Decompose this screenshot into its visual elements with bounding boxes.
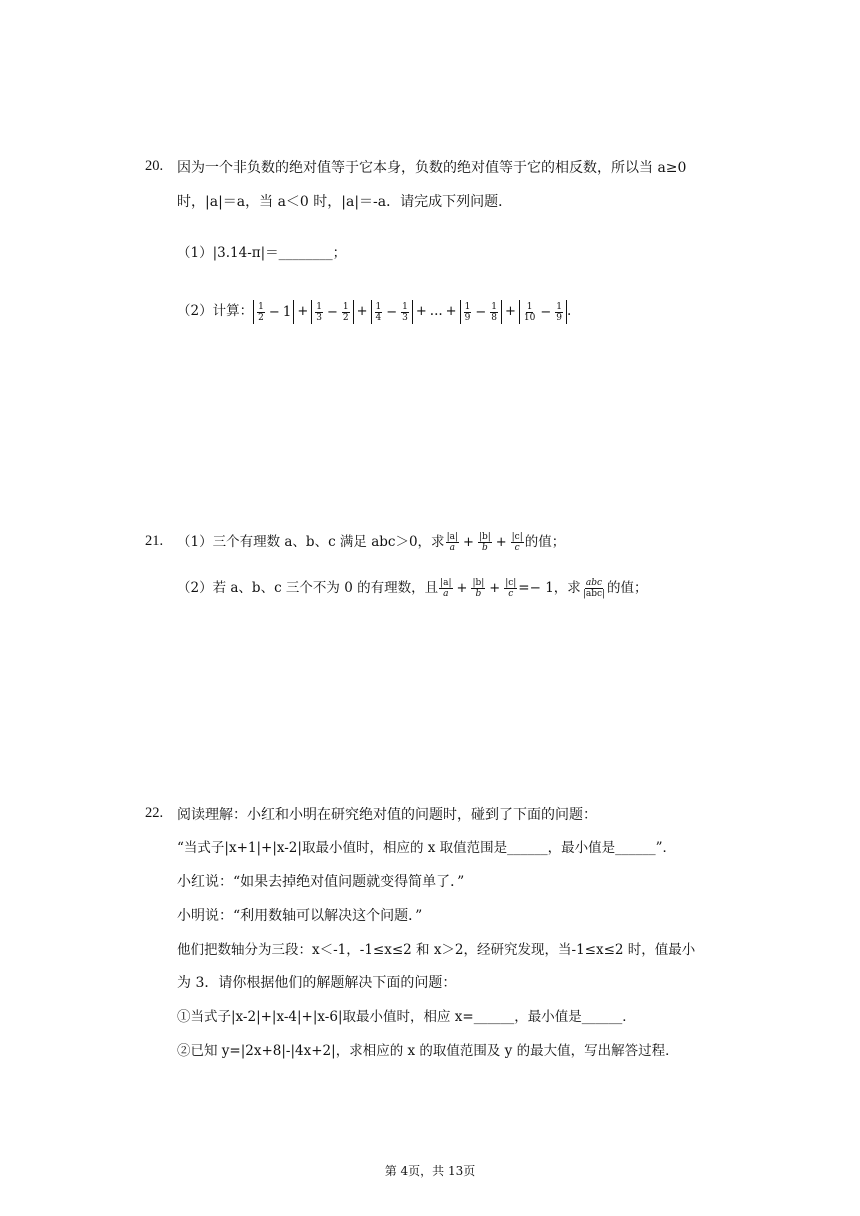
fraction: $\frac{1}{2}$ [258, 301, 264, 323]
fraction: $\frac{1}{3}$ [316, 301, 322, 323]
abs-term-4: $\frac{1}{9}$ − $\frac{1}{8}$ [460, 300, 502, 324]
abs-term-2: $\frac{1}{3}$ − $\frac{1}{2}$ [311, 300, 353, 324]
page-footer: 第 4页，共 13页 [384, 1164, 476, 1178]
fraction: $\frac{1}{9}$ [464, 301, 471, 323]
q22-line-6: 为 3．请你根据他们的解题解决下面的问题： [177, 975, 457, 991]
q22-line-1: 阅读理解：小红和小明在研究绝对值的问题时，碰到了下面的问题： [177, 807, 597, 823]
fraction-abc: $\frac{\text{abc}}{\text{|abc|}}$ [582, 578, 606, 599]
fraction-abs-c: $\frac{|c|}{c}$ [505, 578, 517, 599]
fraction-abs-a: $\frac{|a|}{a}$ [446, 532, 458, 553]
fraction: $\frac{1}{2}$ [342, 301, 349, 323]
fraction-abs-b: $\frac{|b|}{b}$ [472, 578, 485, 599]
q20-line1: 因为一个非负数的绝对值等于它本身，负数的绝对值等于它的相反数，所以当 a≥0 [177, 160, 687, 176]
q20-part2-prefix: （2）计算： [177, 303, 254, 319]
abs-term-3: $\frac{1}{4}$ − $\frac{1}{3}$ [371, 300, 413, 324]
fraction: $\frac{1}{3}$ [402, 301, 408, 323]
q21-part1: （1）三个有理数 a、b、c 满足 abc＞0，求 $\frac{|a|}{a}$ + $\frac{|b|}{b}$ + $\frac{|c|}{c}$ 的值； [177, 532, 566, 553]
q22-line-5: 他们把数轴分为三段：x＜-1，-1≤x≤2 和 x＞2，经研究发现，当-1≤x≤2 时，值最小 [177, 942, 696, 958]
q20-part1: （1）|3.14-π|＝________； [177, 245, 347, 261]
q22-line-8: ②已知 y=|2x+8|-|4x+2|，求相应的 x 的取值范围及 y 的最大值，写出解答过程． [177, 1043, 679, 1059]
q20-part2-end: . [566, 303, 572, 319]
q20-number: 20. [145, 158, 164, 174]
ellipsis: ... [429, 303, 443, 319]
abs-term-1: $\frac{1}{2}$ − 1 [253, 300, 294, 324]
q22-line-4: 小明说：“利用数轴可以解决这个问题．” [177, 908, 423, 924]
q21-number: 21. [145, 533, 164, 549]
fraction: $\frac{1}{8}$ [491, 301, 497, 323]
q22-line-2: “当式子|x+1|+|x-2|取最小值时，相应的 x 取值范围是______，最小值是______”． [177, 840, 677, 856]
fraction-abs-c: $\frac{|c|}{c}$ [511, 532, 523, 553]
fraction-abs-b: $\frac{|b|}{b}$ [478, 532, 491, 553]
fraction: $\frac{1}{9}$ [556, 301, 562, 323]
fraction: $\frac{1}{10}$ [523, 301, 536, 323]
fraction-abs-a: $\frac{|a|}{a}$ [440, 578, 452, 599]
abs-term-5: $\frac{1}{10}$ − $\frac{1}{9}$ [519, 300, 567, 324]
q20-line2: 时，|a|＝a，当 a＜0 时，|a|＝-a．请完成下列问题． [177, 194, 513, 210]
q22-line-3: 小红说：“如果去掉绝对值问题就变得简单了．” [177, 874, 465, 890]
fraction: $\frac{1}{4}$ [375, 301, 382, 323]
q22-line-7: ①当式子|x-2|+|x-4|+|x-6|取最小值时，相应 x=______，最小值是______． [177, 1009, 636, 1025]
q21-part2: （2）若 a、b、c 三个不为 0 的有理数，且 $\frac{|a|}{a}$ + $\frac{|b|}{b}$ + $\frac{|c|}{c}$ =− 1，求 $\frac{\text{abc}}{\text{|abc|}}$ 的值； [177, 578, 648, 599]
q22-number: 22. [145, 805, 164, 821]
q20-part2: （2）计算： $\frac{1}{2}$ − 1 + $\frac{1}{3}$ − $\frac{1}{2}$ + $\frac{1}{4}$ − $\frac{1}{3}$ + ... + $\frac{1}{9}$ − $\frac{1}{8}$ + $\frac{1}{10}$ − $\frac{1}{9}$ . [177, 301, 572, 323]
